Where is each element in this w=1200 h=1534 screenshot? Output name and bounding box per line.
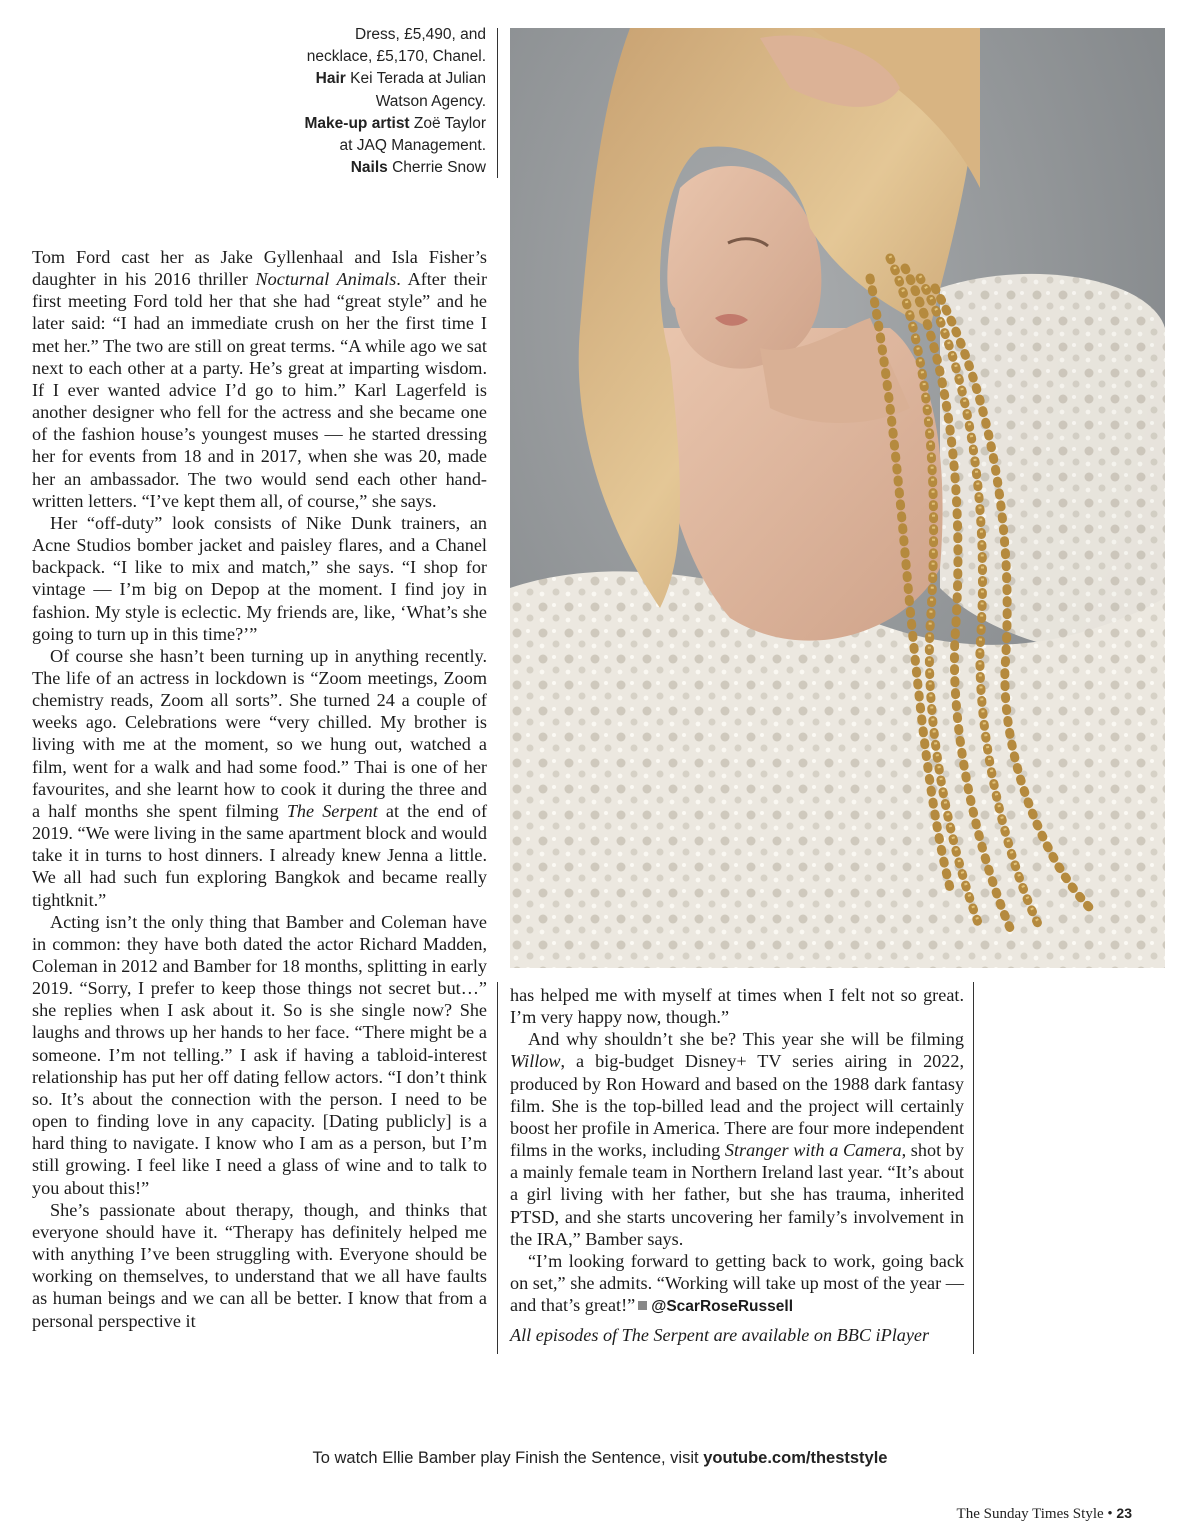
article-paragraph: Acting isn’t the only thing that Bamber and Coleman have in common: they have both dated the actor Richard Madden, Coleman in 2012 and Bamber for 18 months, splitting in early 2019. “Sorry, I prefer to keep those things not secret but…” she replies when I ask about it. So is she single now? She laughs and throws up her hands to her face. “There might be a someone. I’m not telling.” I ask if having a tabloid-interest relationship has put her off dating fellow actors. “I don’t think so. It’s about the connection with the person. I need to be open to finding love in any capacity. [Dating publicly] is a hard thing to navigate. I know who I am as a person, but I’m still growing. I feel like I need a glass of wine and to talk to you about this!” [32, 911, 487, 1198]
credit-makeup-agency: at JAQ Management. [339, 137, 486, 155]
article-paragraph [32, 645, 487, 911]
video-promo [0, 1449, 1200, 1468]
series-title: Willow [510, 1051, 561, 1072]
end-mark-icon [638, 1301, 647, 1310]
promo-text: To watch Ellie Bamber play Finish the Sentence, visit [312, 1449, 704, 1467]
column-rule-right [973, 982, 974, 1354]
credit-makeup-value: Zoë Taylor [409, 114, 486, 132]
article-paragraph: has helped me with myself at times when I felt not so great. I’m very happy now, though.” [510, 985, 964, 1028]
article-column-right [510, 984, 964, 1318]
credit-makeup-label: Make-up artist [304, 114, 410, 132]
paragraph-text: Of course she hasn’t been turning up in anything recently. The life of an actress in lockdown is “Zoom meetings, Zoom chemistry reads, Zoom all sorts”. She turned 24 a couple of weeks ago. Celebrations were “very chilled. My brother is living with me at the moment, so we hung out, watched a film, went for a walk and had some food.” Thai is one of her favourites, and she learnt how to cook it during the three and a half months she spent filming [32, 645, 487, 821]
article-paragraph [32, 246, 487, 512]
film-title: Nocturnal Animals [255, 269, 397, 290]
credit-nails-value: Cherrie Snow [387, 159, 486, 177]
promo-link[interactable]: youtube.com/theststyle [703, 1449, 888, 1467]
show-title: The Serpent [286, 800, 378, 821]
credit-nails [210, 157, 486, 179]
article-paragraph: Her “off-duty” look consists of Nike Dunk trainers, an Acne Studios bomber jacket and paisley flares, and a Chanel backpack. “I like to mix and match,” she says. “I shop for vintage — I’m big on Depop at the moment. I find joy in fashion. My style is eclectic. My friends are, like, ‘What’s she going to turn up in this time?’” [32, 512, 487, 644]
paragraph-text: . After their first meeting Ford told her that she had “great style” and he later said: “I had an immediate crush on her the first time I met her.” The two are still on great terms. “A while ago we sat next to each other at a party. He’s great at imparting wisdom. If I ever wanted advice I’d go to him.” Karl Lagerfeld is another designer who fell for the actress and she became one of the fashion house’s youngest muses — he started dressing her for events from 18 and in 2017, when she was 20, made her an ambassador. The two would send each other hand-written letters. “I’ve kept them all, of course,” she says. [32, 269, 487, 511]
page-number: 23 [1116, 1505, 1132, 1521]
publication-name: The Sunday Times Style [956, 1506, 1104, 1522]
article-paragraph [510, 1250, 964, 1318]
credit-hair [210, 68, 486, 90]
article-column-left [32, 246, 487, 1332]
paragraph-text: , shot by a mainly female team in Northern Ireland last year. “It’s about a girl living with her father, but she has trauma, inherited PTSD, and she starts uncovering her family’s involvement in the IRA,” Bamber says. [510, 1140, 964, 1249]
paragraph-text: , a big-budget Disney+ TV series airing in 2022, produced by Ron Howard and based on the 1988 dark fantasy film. She is the top-billed lead and the project will certainly boost her profile in America. There are four more independent films in the works, including [510, 1051, 964, 1161]
credit-hair-agency: Watson Agency. [375, 92, 486, 110]
credit-hair-value: Kei Terada at Julian [345, 70, 486, 88]
column-rule-credits [497, 28, 498, 178]
folio-separator: • [1103, 1506, 1117, 1522]
paragraph-text: “I’m looking forward to getting back to work, going back on set,” she admits. “Working will take up most of the year — and that’s great!” [510, 1250, 964, 1316]
paragraph-text: Tom Ford cast her as Jake Gyllenhaal and Isla Fisher’s daughter in his 2016 thriller [32, 247, 487, 290]
article-paragraph [510, 1028, 964, 1250]
film-title: Stranger with a Camera [724, 1140, 902, 1161]
portrait-illustration [510, 28, 1165, 968]
credit-dress: Dress, £5,490, and [355, 26, 486, 43]
paragraph-text: And why shouldn’t she be? This year she will be filming [528, 1029, 964, 1050]
credit-necklace: necklace, £5,170, Chanel. [306, 48, 486, 66]
photo-credits [210, 24, 486, 179]
column-rule-left [497, 982, 498, 1354]
author-handle: @ScarRoseRussell [651, 1298, 793, 1316]
credit-nails-label: Nails [350, 159, 388, 177]
portrait-photo [510, 28, 1165, 968]
article-paragraph: She’s passionate about therapy, though, and thinks that everyone should have it. “Therapy has definitely helped me with anything I’ve been struggling with. Everyone should be working on themselves, to understand that we all have faults as human beings and we can all be better. I know that from a personal perspective it [32, 1199, 487, 1331]
availability-note: All episodes of The Serpent are available on BBC iPlayer [510, 1325, 930, 1345]
page-folio [957, 1505, 1132, 1523]
paragraph-text: at the end of 2019. “We were living in the same apartment block and would take it in turns to host dinners. I already knew Jenna a little. We all had such fun exploring Bangkok and became really tightknit.” [32, 800, 488, 910]
credit-hair-label: Hair [315, 70, 346, 88]
credit-makeup [210, 113, 486, 135]
